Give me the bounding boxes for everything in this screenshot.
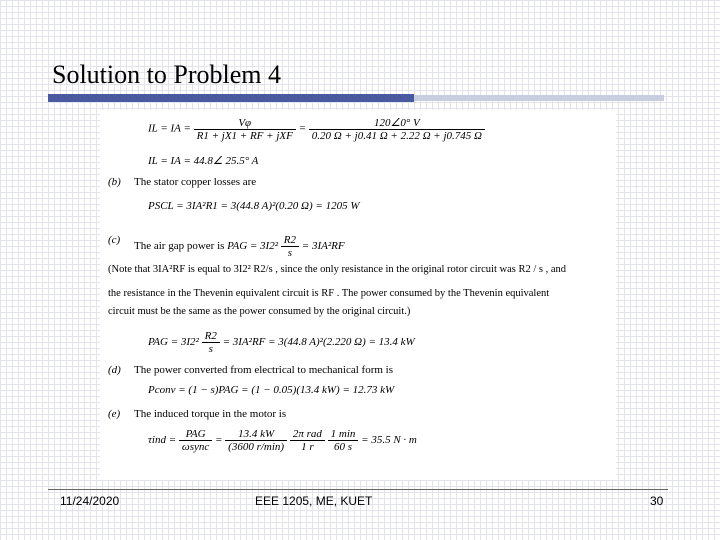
footer-page-number: 30	[650, 494, 664, 508]
fraction-denominator: 60 s	[334, 441, 353, 453]
equation-stator-copper-loss: PSCL = 3IA²R1 = 3(44.8 A)²(0.20 Ω) = 1205 W	[148, 200, 360, 212]
fraction-denominator: 0.20 Ω + j0.41 Ω + 2.22 Ω + j0.745 Ω	[311, 130, 482, 142]
fraction-numerator: 1 min	[328, 428, 359, 441]
fraction-numerator: 2π rad	[290, 428, 325, 441]
part-text-c	[134, 234, 345, 259]
solution-image	[100, 110, 616, 480]
footer-date: 11/24/2020	[60, 494, 120, 508]
equation-air-gap-tail: = 3IA²RF	[301, 240, 345, 253]
part-text-e: The induced torque in the motor is	[134, 408, 287, 420]
fraction-denominator: s	[208, 343, 213, 355]
equation-induced-torque	[148, 428, 417, 453]
equation-lhs: IL = IA =	[148, 122, 191, 135]
fraction	[194, 117, 296, 142]
part-text-d: The power converted from electrical to mechanical form is	[134, 364, 393, 376]
part-label-c: (c)	[108, 234, 121, 246]
note-line-2: the resistance in the Thevenin equivalent circuit is RF . The power consumed by the Thevenin equivalent	[108, 288, 550, 299]
part-text-b: The stator copper losses are	[134, 176, 257, 188]
fraction	[290, 428, 325, 453]
fraction	[202, 330, 220, 355]
part-label-b: (b)	[108, 176, 121, 188]
part-label-d: (d)	[108, 364, 121, 376]
fraction-denominator: 1 r	[301, 441, 314, 453]
note-line-1: (Note that 3IA²RF is equal to 3I2² R2/s , since the only resistance in the original rotor circuit was R2 / s , and	[108, 264, 567, 275]
equation-line-current	[148, 116, 485, 142]
footer-course: EEE 1205, ME, KUET	[255, 494, 373, 508]
fraction	[309, 116, 485, 142]
fraction-numerator: PAG	[179, 428, 212, 441]
fraction-denominator: (3600 r/min)	[228, 441, 285, 453]
slide-title: Solution to Problem 4	[52, 60, 281, 89]
part-text-c-label: The air gap power is	[134, 240, 225, 253]
equation-torque-lhs: τind =	[148, 434, 177, 447]
equation-torque-result: = 35.5 N · m	[361, 434, 417, 447]
equals-sign: =	[298, 122, 307, 135]
fraction-numerator: 13.4 kW	[225, 428, 287, 441]
fraction	[328, 428, 359, 453]
fraction	[179, 428, 212, 453]
fraction	[225, 428, 287, 453]
fraction-denominator: R1 + jX1 + RF + jXF	[196, 129, 293, 142]
fraction-denominator: s	[287, 247, 293, 259]
title-underline-bar	[48, 94, 414, 102]
fraction	[281, 234, 299, 259]
fraction-numerator: 120∠0° V	[309, 116, 485, 130]
fraction-numerator: Vφ	[194, 117, 296, 130]
equation-converted-power: Pconv = (1 − s)PAG = (1 − 0.05)(13.4 kW) = 12.73 kW	[148, 384, 395, 396]
equals-sign: =	[214, 434, 223, 447]
fraction-denominator: ωsync	[181, 441, 210, 453]
equation-line-current-result: IL = IA = 44.8∠ 25.5° A	[148, 155, 259, 167]
fraction-numerator: R2	[281, 234, 299, 247]
part-label-e: (e)	[108, 408, 121, 420]
title-underline-accent	[414, 95, 664, 101]
fraction-numerator: R2	[202, 330, 220, 343]
equation-air-gap-result: = 3IA²RF = 3(44.8 A)²(2.220 Ω) = 13.4 kW	[222, 336, 415, 349]
equation-air-gap-lhs: PAG = 3I2²	[148, 336, 199, 349]
note-line-3: circuit must be the same as the power consumed by the original circuit.)	[108, 306, 411, 317]
equation-air-gap-power	[148, 330, 415, 355]
equation-air-gap: PAG = 3I2²	[227, 240, 279, 253]
footer-divider	[48, 489, 668, 490]
